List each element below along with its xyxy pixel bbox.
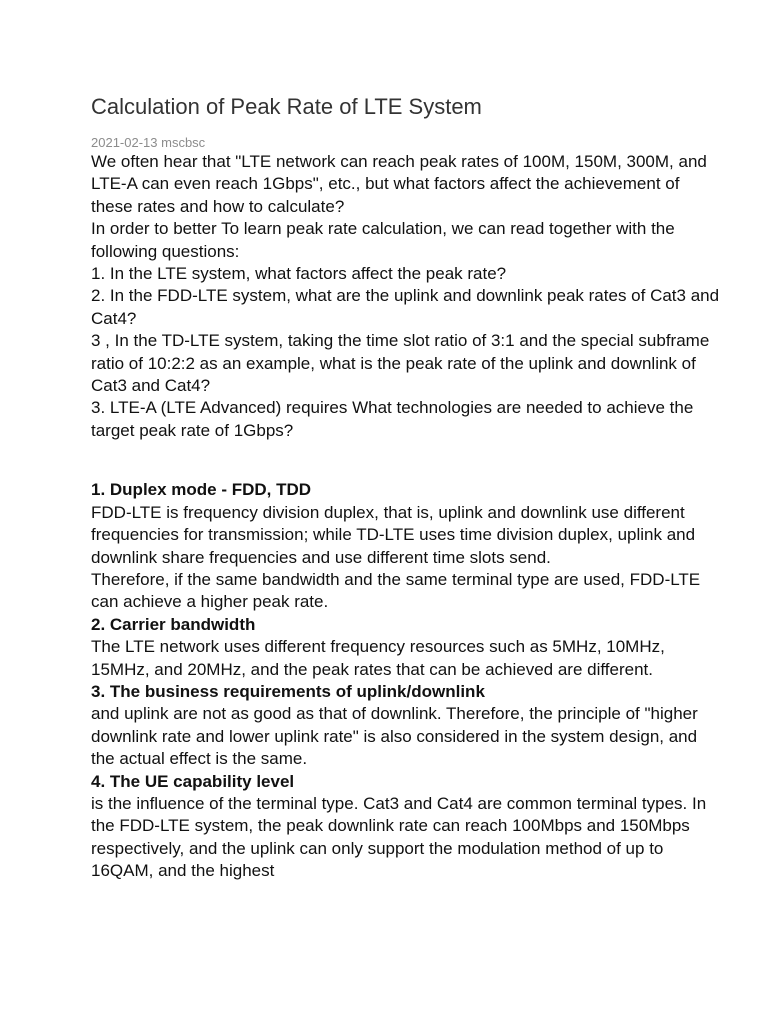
section-heading: 2. Carrier bandwidth bbox=[91, 614, 256, 634]
section-paragraph: FDD-LTE is frequency division duplex, that is, uplink and downlink use different frequencies for transmission; while TD-LTE uses time division duplex, uplink and downlink share frequencies and use different time slots send. bbox=[91, 502, 696, 567]
question-item: 3 , In the TD-LTE system, taking the time slot ratio of 3:1 and the special subframe ratio of 10:2:2 as an example, what is the peak rate of the uplink and downlink of Cat3 and Cat4? bbox=[91, 331, 710, 396]
question-item: 2. In the FDD-LTE system, what are the uplink and downlink peak rates of Cat3 and Cat4? bbox=[91, 286, 720, 328]
section-heading: 4. The UE capability level bbox=[91, 771, 295, 791]
section-carrier-bandwidth bbox=[91, 614, 721, 681]
article bbox=[91, 0, 721, 883]
question-item: 1. In the LTE system, what factors affect the peak rate? bbox=[91, 264, 507, 284]
question-item: 3. LTE-A (LTE Advanced) requires What technologies are needed to achieve the target peak rate of 1Gbps? bbox=[91, 398, 694, 440]
section-business-requirements bbox=[91, 681, 721, 771]
intro-paragraph: In order to better To learn peak rate calculation, we can read together with the following questions: bbox=[91, 219, 675, 261]
section-paragraph: is the influence of the terminal type. Cat3 and Cat4 are common terminal types. In the FDD-LTE system, the peak downlink rate can reach 100Mbps and 150Mbps respectively, and the uplink can only support the modulation method of up to 16QAM, and the highest bbox=[91, 793, 707, 881]
section-paragraph: and uplink are not as good as that of downlink. Therefore, the principle of "higher downlink rate and lower uplink rate" is also considered in the system design, and the actual effect is the same. bbox=[91, 704, 698, 769]
section-paragraph: The LTE network uses different frequency resources such as 5MHz, 10MHz, 15MHz, and 20MHz, and the peak rates that can be achieved are different. bbox=[91, 637, 665, 679]
spacer bbox=[91, 442, 721, 479]
intro-block bbox=[91, 151, 721, 442]
article-meta: 2021-02-13 mscbsc bbox=[91, 135, 206, 150]
page-title: Calculation of Peak Rate of LTE System bbox=[91, 94, 482, 119]
section-heading: 3. The business requirements of uplink/downlink bbox=[91, 681, 485, 701]
section-heading: 1. Duplex mode - FDD, TDD bbox=[91, 480, 312, 500]
section-paragraph: Therefore, if the same bandwidth and the same terminal type are used, FDD-LTE can achieve a higher peak rate. bbox=[91, 569, 701, 612]
intro-paragraph: We often hear that "LTE network can reach peak rates of 100M, 150M, 300M, and LTE-A can even reach 1Gbps", etc., but what factors affect the achievement of these rates and how to calculate? bbox=[91, 152, 707, 216]
section-duplex-mode bbox=[91, 479, 721, 613]
section-ue-capability bbox=[91, 771, 721, 883]
